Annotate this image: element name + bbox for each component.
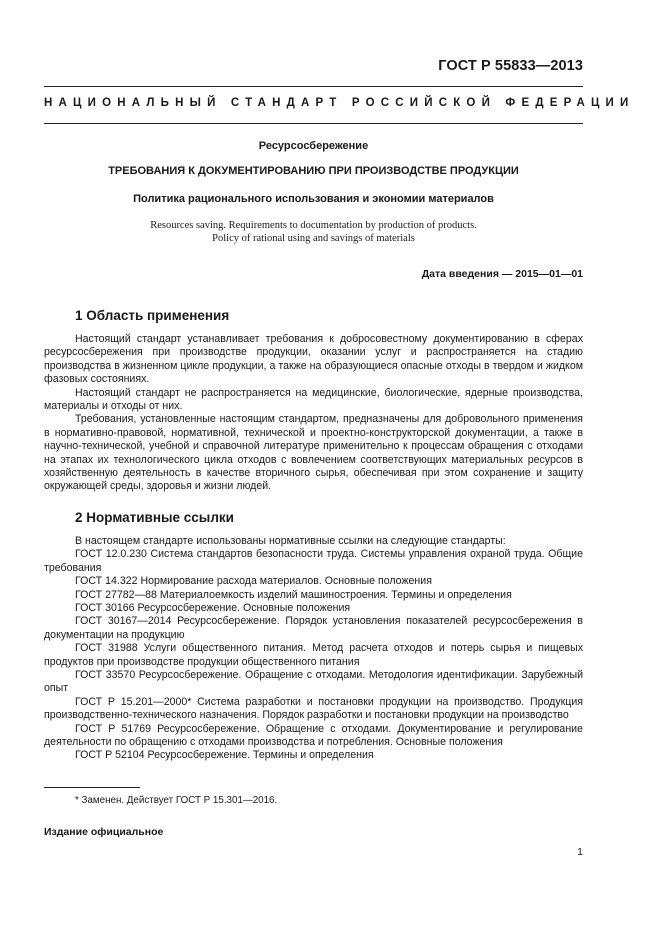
paragraph: В настоящем стандарте использованы нормативные ссылки на следующие стандарты: bbox=[75, 534, 506, 547]
english-title-line-2: Policy of rational using and savings of materials bbox=[212, 233, 415, 244]
header-rule-bottom bbox=[44, 123, 583, 124]
paragraph: Настоящий стандарт устанавливает требования к добросовестному документированию в сферах ресурсосбережения при производстве продукции, оказании услуг и распространяется на стадию производства в жизненном цикле продукции, а также на образующиеся опасные отходы в твердом и жидком фазовых состояниях. bbox=[44, 333, 583, 386]
footnote-rule bbox=[44, 787, 140, 788]
introduction-date: Дата введения — 2015—01—01 bbox=[421, 268, 583, 280]
section-heading: 2 Нормативные ссылки bbox=[75, 509, 234, 525]
reference-item: ГОСТ Р 51769 Ресурсосбережение. Обращение с отходами. Документирование и регулирование деятельности по обращению с отходами производства и потребления. Основные положения bbox=[44, 722, 583, 748]
official-edition-label: Издание официальное bbox=[44, 826, 164, 838]
document-body bbox=[44, 306, 583, 763]
section-scope bbox=[44, 306, 583, 494]
reference-item: ГОСТ Р 52104 Ресурсосбережение. Термины и определения bbox=[75, 749, 374, 762]
document-number: ГОСТ Р 55833—2013 bbox=[438, 58, 583, 74]
reference-item: ГОСТ 30166 Ресурсосбережение. Основные положения bbox=[75, 601, 351, 614]
section-normative-references bbox=[44, 508, 583, 763]
standard-subtitle: Политика рационального использования и экономии материалов bbox=[133, 193, 494, 205]
reference-item: ГОСТ 27782—88 Материалоемкость изделий машиностроения. Термины и определения bbox=[75, 588, 512, 601]
national-standard-banner: НАЦИОНАЛЬНЫЙ СТАНДАРТ РОССИЙСКОЙ ФЕДЕРАЦИИ bbox=[44, 97, 635, 109]
paragraph: Требования, установленные настоящим стандартом, предназначены для добровольного применения в нормативно-правовой, нормативной, технической и проектно-конструкторской документации, а также в научно-технической, учебной и справочной литературе применительно к процессам обращения с отходами на этапах их технологического цикла отходов с вовлечением соответствующих материальных ресурсов в хозяйственную деятельность в качестве вторичного сырья, обеспечивая при этом сохранение и защиту окружающей среды, здоровья и жизни людей. bbox=[44, 413, 583, 493]
paragraph: Настоящий стандарт не распространяется на медицинские, биологические, ядерные производства, материалы и отходы от них. bbox=[44, 386, 583, 413]
reference-item: ГОСТ Р 15.201—2000* Система разработки и постановки продукции на производство. Продукция производственно-технического назначения. Порядок разработки и постановки продукции на производство bbox=[44, 695, 583, 722]
reference-item: ГОСТ 30167—2014 Ресурсосбережение. Порядок установления показателей ресурсосбережения в документации на продукцию bbox=[44, 615, 583, 641]
english-title-line-1: Resources saving. Requirements to documentation by production of products. bbox=[150, 220, 477, 231]
reference-item: ГОСТ 31988 Услуги общественного питания. Метод расчета отходов и потерь сырья и пищевых продуктов при производстве продукции общественного питания bbox=[44, 642, 583, 668]
header-rule-top bbox=[44, 86, 583, 87]
reference-item: ГОСТ 12.0.230 Система стандартов безопасности труда. Системы управления охраной труда. Общие требования bbox=[44, 548, 583, 574]
english-title bbox=[44, 219, 583, 245]
standard-title: ТРЕБОВАНИЯ К ДОКУМЕНТИРОВАНИЮ ПРИ ПРОИЗВОДСТВЕ ПРОДУКЦИИ bbox=[108, 165, 519, 177]
section-heading: 1 Область применения bbox=[75, 308, 230, 323]
page-number: 1 bbox=[577, 846, 583, 858]
reference-item: ГОСТ 14.322 Нормирование расхода материалов. Основные положения bbox=[75, 575, 432, 588]
footnote: * Заменен. Действует ГОСТ Р 15.301—2016. bbox=[75, 795, 278, 806]
reference-item: ГОСТ 33570 Ресурсосбережение. Обращение с отходами. Методология идентификации. Зарубежный опыт bbox=[44, 668, 583, 695]
standard-subject: Ресурсосбережение bbox=[258, 140, 369, 152]
